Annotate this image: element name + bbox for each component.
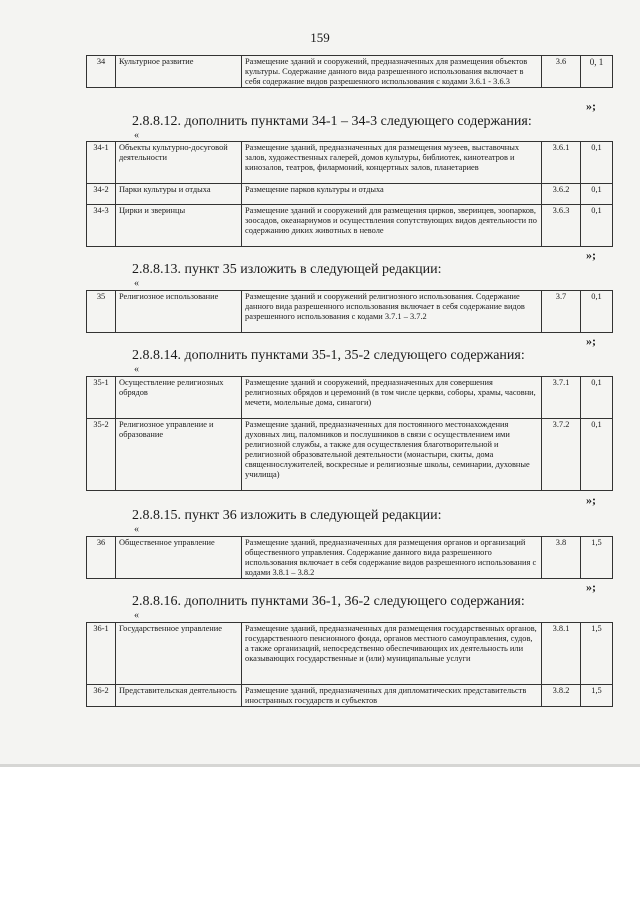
- use-type-name: Общественное управление: [116, 537, 242, 579]
- table-row: [87, 291, 613, 333]
- classifier-code: 3.8.1: [542, 623, 581, 685]
- row-number: 36-2: [87, 685, 116, 707]
- table-row: [87, 623, 613, 685]
- classifier-code: 3.6.3: [542, 205, 581, 247]
- classifier-code: 3.7.2: [542, 419, 581, 491]
- use-type-name: Осуществление религиозных обрядов: [116, 377, 242, 419]
- opening-quote: «: [134, 524, 139, 535]
- coefficient-value: 0,1: [581, 205, 613, 247]
- table-row: [87, 184, 613, 205]
- section-heading-2-8-8-16: 2.8.8.16. дополнить пунктами 36-1, 36-2 следующего содержания:: [132, 594, 525, 609]
- use-type-description: Размещение зданий, предназначенных для размещения музеев, выставочных залов, художественных галерей, домов культуры, библиотек, кинотеатров и кинозалов, театров, филармоний, концертных залов, планетариев: [242, 142, 542, 184]
- use-type-description: Размещение зданий и сооружений, предназначенных для совершения религиозных обрядов и церемоний (в том числе церкви, соборы, храмы, часовни, мечети, молельные дома, синагоги): [242, 377, 542, 419]
- closing-quote: »;: [586, 493, 596, 507]
- use-type-description: Размещение зданий, предназначенных для постоянного местонахождения духовных лиц, паломников и послушников в связи с осуществлением ими религиозной службы, а также для осуществления благотворительной и религиозной образовательной деятельности (монастыри, скиты, дома священнослужителей, воскресные и религиозные школы, семинарии, духовные училища): [242, 419, 542, 491]
- row-number: 35-1: [87, 377, 116, 419]
- row-number: 34: [87, 56, 116, 88]
- table-row: [87, 142, 613, 184]
- use-type-name: Государственное управление: [116, 623, 242, 685]
- use-type-name: Парки культуры и отдыха: [116, 184, 242, 205]
- row-number: 35-2: [87, 419, 116, 491]
- page-bottom-edge: [0, 764, 640, 767]
- use-type-description: Размещение зданий и сооружений, предназначенных для размещения объектов культуры. Содержание данного вида разрешенного использования включает в себя содержание видов разрешенного использования с кодами 3.6.1 - 3.6.3: [242, 56, 542, 88]
- use-type-description: Размещение зданий, предназначенных для дипломатических представительств иностранных государств и субъектов: [242, 685, 542, 707]
- table-items-34-1-to-34-3: [86, 141, 613, 247]
- page-number: 159: [310, 30, 330, 45]
- coefficient-value: 0,1: [581, 377, 613, 419]
- closing-quote: »;: [586, 99, 596, 113]
- use-type-description: Размещение зданий и сооружений для размещения цирков, зверинцев, зоопарков, зоосадов, океанариумов и осуществления сопутствующих видов деятельности по содержанию диких животных в неволе: [242, 205, 542, 247]
- table-row: [87, 205, 613, 247]
- classifier-code: 3.7: [542, 291, 581, 333]
- classifier-code: 3.8: [542, 537, 581, 579]
- section-heading-2-8-8-12: 2.8.8.12. дополнить пунктами 34-1 – 34-3 следующего содержания:: [132, 114, 532, 129]
- row-number: 36: [87, 537, 116, 579]
- closing-quote: »;: [586, 248, 596, 262]
- use-type-description: Размещение парков культуры и отдыха: [242, 184, 542, 205]
- use-type-description: Размещение зданий, предназначенных для размещения государственных органов, государственного пенсионного фонда, органов местного самоуправления, судов, а также организаций, непосредственно обеспечивающих их деятельность или оказывающих государственные и (или) муниципальные услуги: [242, 623, 542, 685]
- use-type-name: Культурное развитие: [116, 56, 242, 88]
- section-heading-2-8-8-14: 2.8.8.14. дополнить пунктами 35-1, 35-2 следующего содержания:: [132, 348, 525, 363]
- table-items-35-1-35-2: [86, 376, 613, 491]
- table-row: [87, 56, 613, 88]
- row-number: 36-1: [87, 623, 116, 685]
- use-type-name: Цирки и зверинцы: [116, 205, 242, 247]
- opening-quote: «: [134, 364, 139, 375]
- use-type-description: Размещение зданий и сооружений религиозного использования. Содержание данного вида разрешенного использования включает в себя содержание видов разрешенного использования с кодами 3.7.1 – 3.7.2: [242, 291, 542, 333]
- use-type-name: Религиозное использование: [116, 291, 242, 333]
- use-type-name: Представительская деятельность: [116, 685, 242, 707]
- coefficient-value: 0,1: [581, 184, 613, 205]
- coefficient-value: 0,1: [581, 291, 613, 333]
- classifier-code: 3.6.1: [542, 142, 581, 184]
- table-item-35: [86, 290, 613, 333]
- coefficient-value: 1,5: [581, 685, 613, 707]
- use-type-description: Размещение зданий, предназначенных для размещения органов и организаций общественного управления. Содержание данного вида разрешенного использования включает в себя содержание видов разрешенного использования с кодами 3.8.1 – 3.8.2: [242, 537, 542, 579]
- table-item-36: [86, 536, 613, 579]
- use-type-name: Объекты культурно-досуговой деятельности: [116, 142, 242, 184]
- row-number: 34-3: [87, 205, 116, 247]
- row-number: 34-1: [87, 142, 116, 184]
- coefficient-value: 0,1: [581, 142, 613, 184]
- table-row: [87, 419, 613, 491]
- opening-quote: «: [134, 278, 139, 289]
- row-number: 35: [87, 291, 116, 333]
- table-row: [87, 377, 613, 419]
- opening-quote: «: [134, 130, 139, 141]
- coefficient-value: 1,5: [581, 537, 613, 579]
- table-item-34: [86, 55, 613, 88]
- opening-quote: «: [134, 610, 139, 621]
- classifier-code: 3.6: [542, 56, 581, 88]
- closing-quote: »;: [586, 580, 596, 594]
- table-row: [87, 685, 613, 707]
- classifier-code: 3.8.2: [542, 685, 581, 707]
- classifier-code: 3.7.1: [542, 377, 581, 419]
- use-type-name: Религиозное управление и образование: [116, 419, 242, 491]
- table-row: [87, 537, 613, 579]
- table-items-36-1-36-2: [86, 622, 613, 707]
- section-heading-2-8-8-13: 2.8.8.13. пункт 35 изложить в следующей редакции:: [132, 262, 442, 277]
- coefficient-value: 0, 1: [581, 56, 613, 88]
- coefficient-value: 1,5: [581, 623, 613, 685]
- section-heading-2-8-8-15: 2.8.8.15. пункт 36 изложить в следующей редакции:: [132, 508, 442, 523]
- closing-quote: »;: [586, 334, 596, 348]
- coefficient-value: 0,1: [581, 419, 613, 491]
- row-number: 34-2: [87, 184, 116, 205]
- classifier-code: 3.6.2: [542, 184, 581, 205]
